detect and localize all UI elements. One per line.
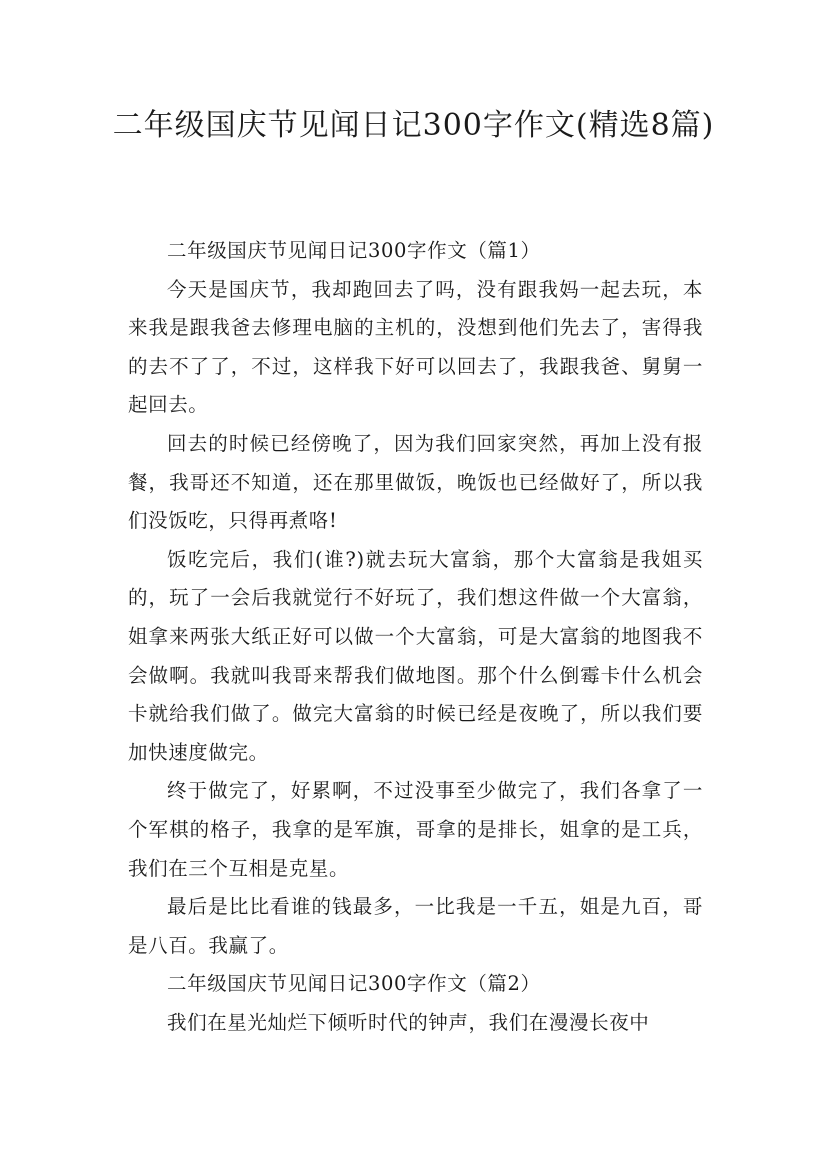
section-heading-1: 二年级国庆节见闻日记300字作文（篇1） <box>167 239 541 262</box>
body-paragraph: 最后是比比看谁的钱最多，一比我是一千五，姐是九百，哥是八百。我赢了。 <box>128 895 703 957</box>
document-title: 二年级国庆节见闻日记300字作文(精选8篇) <box>112 108 715 143</box>
body-paragraph: 我们在星光灿烂下倾听时代的钟声，我们在漫漫长夜中 <box>167 1010 650 1034</box>
body-paragraph: 终于做完了，好累啊，不过没事至少做完了，我们各拿了一个军棋的格子，我拿的是军旗，哥拿的是排长，姐拿的是工兵，我们在三个互相是克星。 <box>128 779 703 880</box>
document-body <box>128 232 703 1042</box>
section-heading-2: 二年级国庆节见闻日记300字作文（篇2） <box>167 972 541 996</box>
body-paragraph: 回去的时候已经傍晚了，因为我们回家突然，再加上没有报餐，我哥还不知道，还在那里做饭，晚饭也已经做好了，所以我们没饭吃，只得再煮咯! <box>128 431 703 533</box>
body-paragraph: 今天是国庆节，我却跑回去了吗，没有跟我妈一起去玩，本来我是跟我爸去修理电脑的主机的，没想到他们先去了，害得我的去不了了，不过，这样我下好可以回去了，我跟我爸、舅舅一起回去。 <box>128 277 703 417</box>
body-paragraph: 饭吃完后，我们(谁?)就去玩大富翁，那个大富翁是我姐买的，玩了一会后我就觉行不好玩了，我们想这件做一个大富翁，姐拿来两张大纸正好可以做一个大富翁，可是大富翁的地图我不会做啊。我就叫我哥来帮我们做地图。那个什么倒霉卡什么机会卡就给我们做了。做完大富翁的时候已经是夜晚了，所以我们要加快速度做完。 <box>128 547 703 764</box>
